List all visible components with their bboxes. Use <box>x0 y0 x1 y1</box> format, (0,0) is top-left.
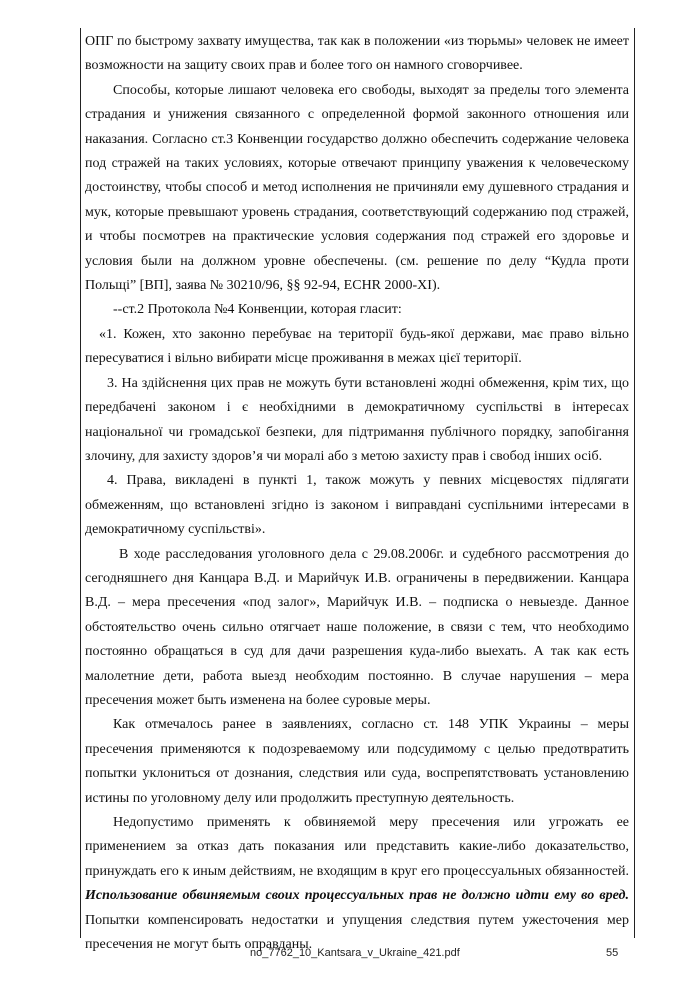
quote-paragraph: 4. Права, викладені в пункті 1, також можуть у певних місцевостях підлягати обмеженням, що встановлені згідно із законом і виправдані суспільними інтересами в демократичному суспільстві». <box>85 473 629 538</box>
paragraph <box>85 811 629 957</box>
body-text <box>85 30 629 957</box>
page-number: 55 <box>606 947 619 959</box>
paragraph: В ходе расследования уголовного дела с 29.08.2006г. и судебного рассмотрения до сегодняшнего дня Канцара В.Д. и Марийчук И.В. ограничены в передвижении. Канцара В.Д. – мера пресечения «под залог», Марийчук И.В. – подписка о невыезде. Данное обстоятельство очень сильно отягчает наше положение, в связи с тем, что необходимо постоянно обращаться в суд для дачи разрешения куда-либо выехать. А так как есть малолетние дети, работа выезд необходим постоянно. В случае нарушения – мера пресечения может быть изменена на более суровые меры. <box>85 546 629 708</box>
emphasized-text: Использование обвиняемым своих процессуальных прав не должно идти ему во вред. <box>85 888 629 904</box>
paragraph: --ст.2 Протокола №4 Конвенции, которая гласит: <box>113 302 402 318</box>
paragraph: Способы, которые лишают человека его свободы, выходят за пределы того элемента страдания и унижения связанного с определенной формой законного отношения или наказания. Согласно ст.3 Конвенции государство должно обеспечить содержание человека под стражей на таких условиях, которые отвечают принципу уважения к человеческому достоинству, чтобы способ и метод исполнения не причиняли ему душевного страдания и мук, которые превышают уровень страдания, соответствующий содержанию под стражей, и чтобы посмотрев на практические условия содержания под стражей его здоровье и условия были на должном уровне обеспечены. (см. решение по делу “Кудла проти Польщі” [ВП], заява № 30210/96, §§ 92-94, ECHR 2000-XI). <box>85 82 629 294</box>
paragraph: ОПГ по быстрому захвату имущества, так как в положении «из тюрьмы» человек не имеет возможности на защиту своих прав и более того он намного сговорчивее. <box>85 34 629 74</box>
paragraph: Как отмечалось ранее в заявлениях, согласно ст. 148 УПК Украины – меры пресечения применяются к подозреваемому или подсудимому с целью предотвратить попытки уклониться от дознания, следствия или суда, воспрепятствовать установлению истины по уголовному делу или продолжить преступную деятельность. <box>85 717 629 806</box>
paragraph-text: Попытки компенсировать недостатки и упущения следствия путем ужесточения мер пресечения не могут быть оправданы. <box>85 912 629 953</box>
right-margin-rule <box>634 28 635 938</box>
quote-paragraph: «1. Кожен, хто законно перебуває на території будь-якої держави, має право вільно пересуватися і вільно вибирати місце проживання в межах цієї території. <box>85 326 629 367</box>
page-footer <box>0 947 700 963</box>
paragraph-text: Недопустимо применять к обвиняемой меру пресечения или угрожать ее применением за отказ дать показания или представить какие-либо доказательство, принуждать его к иным действиям, не входящим в круг его процессуальных обязанностей. <box>85 815 629 879</box>
left-margin-rule <box>80 28 81 938</box>
quote-paragraph: 3. На здійснення цих прав не можуть бути встановлені жодні обмеження, крім тих, що передбачені законом і є необхідними в демократичному суспільстві в інтересах національної чи громадської безпеки, для підтримання публічного порядку, запобігання злочину, для захисту здоров’я чи моралі або з метою захисту прав і свобод інших осіб. <box>85 375 629 464</box>
footer-filename: no_7762_10_Kantsara_v_Ukraine_421.pdf <box>250 947 460 959</box>
